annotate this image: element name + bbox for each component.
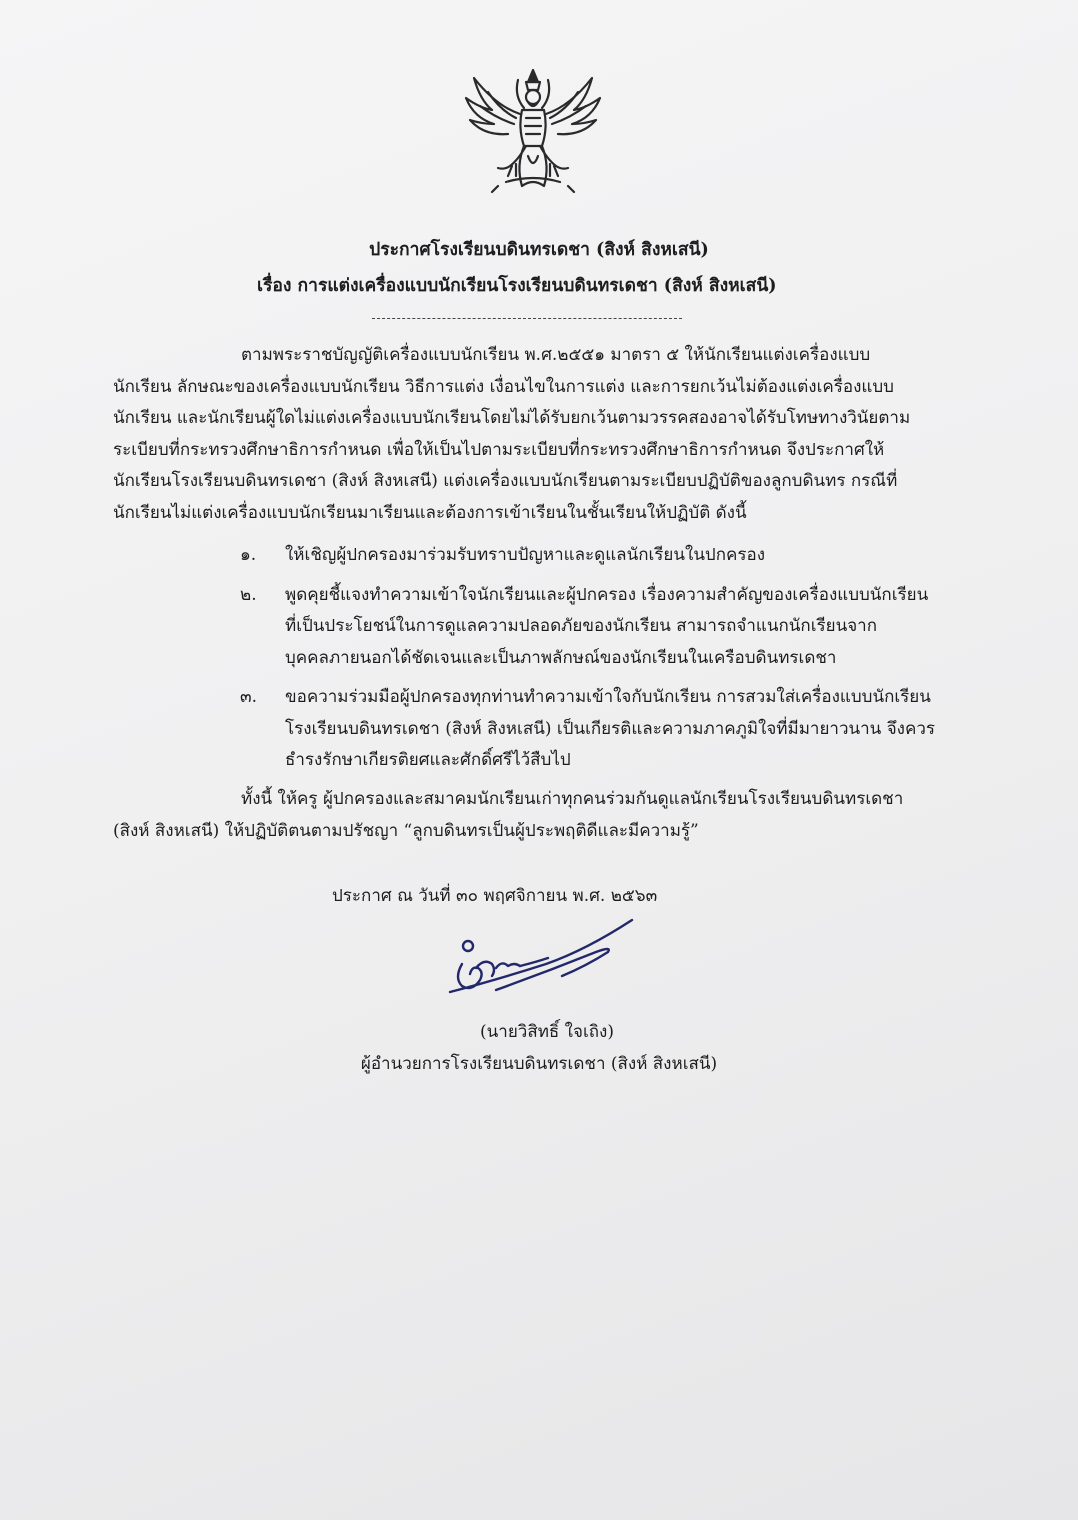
paragraph-line: (สิงห์ สิงหเสนี) ให้ปฏิบัติตนตามปรัชญา “ลูกบดินทรเป็นผู้ประพฤติดีและมีความรู้”: [113, 820, 699, 841]
signer-position: ผู้อำนวยการโรงเรียนบดินทรเดชา (สิงห์ สิงหเสนี): [360, 1054, 718, 1074]
signer-name: (นายวิสิทธิ์ ใจเถิง): [480, 1022, 614, 1042]
paragraph-line: ตามพระราชบัญญัติเครื่องแบบนักเรียน พ.ศ.๒๕๕๑ มาตรา ๕ ให้นักเรียนแต่งเครื่องแบบ: [241, 345, 871, 365]
list-item-number: ๒.: [240, 584, 257, 605]
paragraph-line: นักเรียนไม่แต่งเครื่องแบบนักเรียนมาเรียนและต้องการเข้าเรียนในชั้นเรียนให้ปฏิบัติ ดังนี้: [113, 502, 747, 523]
paragraph-line: นักเรียน และนักเรียนผู้ใดไม่แต่งเครื่องแบบนักเรียนโดยไม่ได้รับยกเว้นตามวรรคสองอาจได้รับโทษทางวินัยตาม: [113, 408, 911, 428]
list-item: [0, 580, 1078, 675]
handwritten-signature: [436, 906, 636, 1004]
list-item: [0, 682, 1078, 777]
title-line-2: เรื่อง การแต่งเครื่องแบบนักเรียนโรงเรียนบดินทรเดชา (สิงห์ สิงหเสนี): [257, 276, 777, 296]
announcement-title: [0, 232, 1078, 304]
intro-paragraph: [113, 340, 961, 529]
list-item-number: ๑.: [240, 545, 257, 565]
list-item-line: ธำรงรักษาเกียรติยศและศักดิ์ศรีไว้สืบไป: [285, 750, 571, 770]
list-item-line: บุคคลภายนอกได้ชัดเจนและเป็นภาพลักษณ์ของนักเรียนในเครือบดินทรเดชา: [285, 647, 837, 668]
paragraph-line: นักเรียน ลักษณะของเครื่องแบบนักเรียน วิธีการแต่ง เงื่อนไขในการแต่ง และการยกเว้นไม่ต้องแต่งเครื่องแบบ: [113, 376, 894, 397]
list-item: [0, 540, 1078, 572]
list-item-line: ที่เป็นประโยชน์ในการดูแลความปลอดภัยของนักเรียน สามารถจำแนกนักเรียนจาก: [285, 616, 878, 636]
closing-paragraph: [113, 784, 961, 847]
paragraph-line: ระเบียบที่กระทรวงศึกษาธิการกำหนด เพื่อให้เป็นไปตามระเบียบที่กระทรวงศึกษาธิการกำหนด จึงประกาศให้: [113, 439, 885, 460]
paragraph-line: นักเรียนโรงเรียนบดินทรเดชา (สิงห์ สิงหเสนี) แต่งเครื่องแบบนักเรียนตามระเบียบปฏิบัติของลูกบดินทร กรณีที่: [113, 471, 898, 491]
garuda-emblem-icon: [458, 66, 608, 194]
announcement-date: ประกาศ ณ วันที่ ๓๐ พฤศจิกายน พ.ศ. ๒๕๖๓: [332, 886, 658, 906]
title-divider: [372, 318, 682, 319]
list-item-number: ๓.: [240, 687, 258, 707]
paragraph-line: ทั้งนี้ ให้ครู ผู้ปกครองและสมาคมนักเรียนเก่าทุกคนร่วมกันดูแลนักเรียนโรงเรียนบดินทรเดชา: [241, 789, 904, 809]
list-item-line: พูดคุยชี้แจงทำความเข้าใจนักเรียนและผู้ปกครอง เรื่องความสำคัญของเครื่องแบบนักเรียน: [285, 584, 929, 605]
list-item-line: ขอความร่วมมือผู้ปกครองทุกท่านทำความเข้าใจกับนักเรียน การสวมใส่เครื่องแบบนักเรียน: [285, 687, 931, 707]
title-line-1: ประกาศโรงเรียนบดินทรเดชา (สิงห์ สิงหเสนี): [369, 240, 709, 260]
list-item-line: โรงเรียนบดินทรเดชา (สิงห์ สิงหเสนี) เป็นเกียรติและความภาคภูมิใจที่มีมายาวนาน จึงควร: [285, 718, 936, 739]
list-item-line: ให้เชิญผู้ปกครองมาร่วมรับทราบปัญหาและดูแลนักเรียนในปกครอง: [285, 545, 766, 565]
numbered-list: [0, 540, 1078, 785]
